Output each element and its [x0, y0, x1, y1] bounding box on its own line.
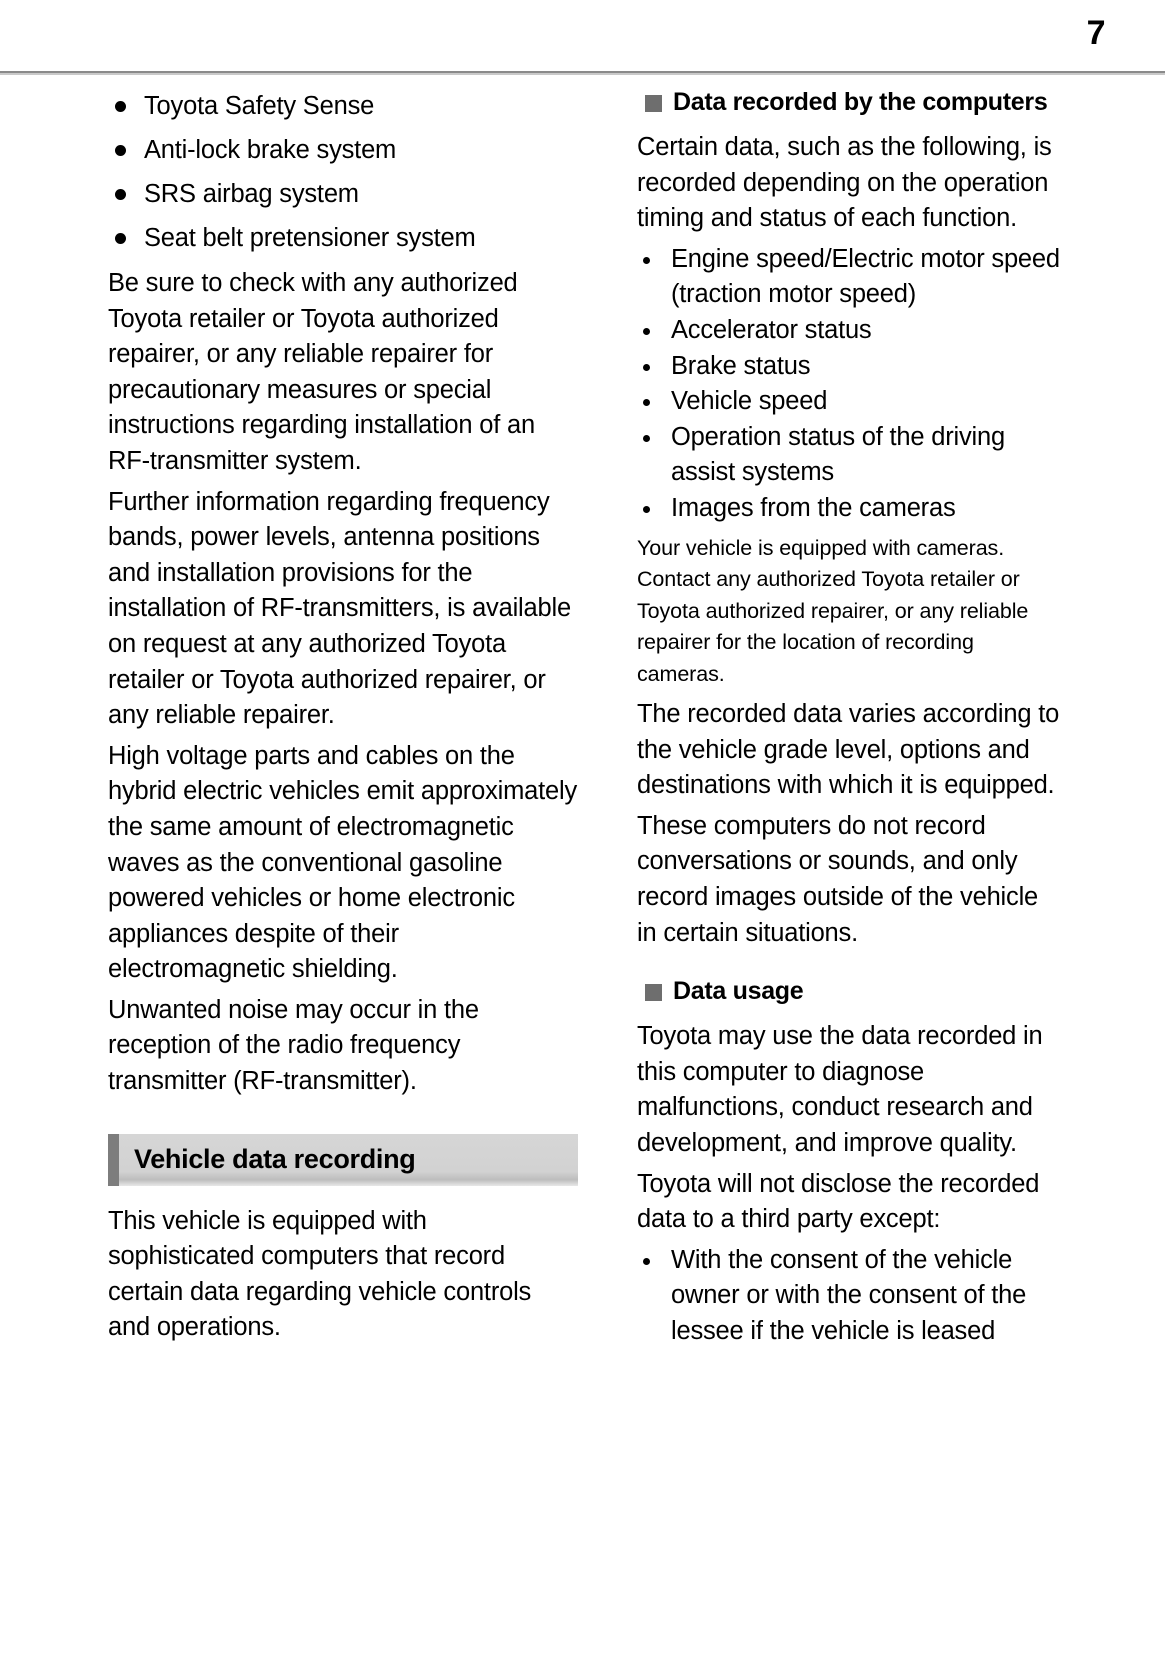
subheading-label: Data usage	[673, 977, 804, 1006]
subheading-data-recorded-by-computers	[637, 84, 1062, 120]
bullet-dot-icon	[643, 257, 650, 264]
list-item	[637, 384, 1062, 420]
paragraph-further-information: Further information regarding frequency bands, power levels, antenna positions and installation provisions for the installation of RF-transmitters, is available on request at any authorized Toyota retailer or Toyota authorized repairer, or any reliable repairer.	[108, 487, 571, 730]
list-item	[637, 420, 1062, 491]
list-item	[108, 128, 578, 172]
list-item-label: Seat belt pretensioner system	[144, 224, 476, 252]
list-item-label: Anti-lock brake system	[144, 136, 397, 164]
bullet-square-icon	[645, 984, 662, 1001]
bullet-dot-icon	[643, 1258, 650, 1265]
section-heading-label: Vehicle data recording	[134, 1144, 416, 1175]
list-item-label: SRS airbag system	[144, 180, 359, 208]
paragraph-no-disclosure: Toyota will not disclose the recorded data to a third party except:	[637, 1169, 1040, 1234]
disclosure-exception-list	[637, 1243, 1062, 1350]
list-item-label: Vehicle speed	[671, 387, 828, 416]
paragraph-toyota-may-use: Toyota may use the data recorded in this computer to diagnose malfunctions, conduct research and development, and improve quality.	[637, 1022, 1043, 1157]
list-item	[108, 216, 578, 260]
bullet-dot-icon	[643, 328, 650, 335]
two-column-body	[0, 84, 1165, 1356]
list-item-label: Operation status of the driving assist systems	[671, 422, 1005, 487]
paragraph-data-varies: The recorded data varies according to the vehicle grade level, options and destinations with which it is equipped.	[637, 700, 1060, 800]
subheading-label: Data recorded by the computers	[673, 88, 1048, 116]
list-item	[637, 242, 1062, 313]
list-item	[108, 84, 578, 128]
header-divider	[0, 71, 1165, 75]
list-item-label: Brake status	[671, 351, 811, 380]
bullet-dot-icon	[643, 435, 650, 442]
bullet-dot-icon	[643, 399, 650, 406]
paragraph-authorized-retailer: Be sure to check with any authorized Toyota retailer or Toyota authorized repairer, or any reliable repairer for precautionary measures or special instructions regarding installation of an RF-transmitter system.	[108, 269, 535, 475]
paragraph-no-conversation-record: These computers do not record conversations or sounds, and only record images outside of the vehicle in certain situations.	[637, 811, 1039, 947]
right-column	[637, 84, 1062, 1356]
heading-accent-bar	[108, 1134, 119, 1186]
bullet-disc-icon	[115, 101, 126, 112]
paragraph-certain-data: Certain data, such as the following, is recorded depending on the operation timing and status of each function.	[637, 133, 1052, 233]
list-item-label: Images from the cameras	[671, 493, 956, 522]
page-header	[0, 0, 1165, 72]
bullet-dot-icon	[643, 364, 650, 371]
bullet-disc-icon	[115, 145, 126, 156]
left-column	[108, 84, 578, 1351]
safety-feature-list	[108, 84, 578, 260]
list-item-label: Toyota Safety Sense	[144, 92, 375, 120]
list-item-label: With the consent of the vehicle owner or with the consent of the lessee if the vehicle is leased	[671, 1245, 1027, 1345]
list-item	[637, 313, 1062, 349]
list-item-label: Accelerator status	[671, 315, 872, 344]
paragraph-high-voltage: High voltage parts and cables on the hybrid electric vehicles emit approximately the same amount of electromagnetic waves as the conventional gasoline powered vehicles or home electronic appliances despite of their electromagnetic shielding.	[108, 741, 578, 984]
paragraph-unwanted-noise: Unwanted noise may occur in the reception of the radio frequency transmitter (RF-transmitter).	[108, 995, 479, 1096]
bullet-disc-icon	[115, 189, 126, 200]
section-heading-vehicle-data-recording	[108, 1134, 578, 1186]
list-item	[637, 491, 1062, 527]
bullet-dot-icon	[643, 506, 650, 513]
list-item	[637, 1243, 1062, 1350]
paragraph-sophisticated-computers: This vehicle is equipped with sophisticated computers that record certain data regarding vehicle controls and operations.	[108, 1206, 532, 1342]
list-item	[108, 172, 578, 216]
list-item-label: Engine speed/Electric motor speed (traction motor speed)	[671, 244, 1060, 309]
recorded-data-list	[637, 242, 1062, 527]
subheading-data-usage	[637, 973, 1062, 1009]
bullet-square-icon	[645, 95, 662, 112]
list-item	[637, 349, 1062, 385]
bullet-disc-icon	[115, 233, 126, 244]
note-camera-equipped: Your vehicle is equipped with cameras. Contact any authorized Toyota retailer or Toyota authorized repairer, or any reliable repairer for the location of recording cameras.	[637, 535, 1029, 686]
page-number: 7	[1086, 14, 1105, 52]
